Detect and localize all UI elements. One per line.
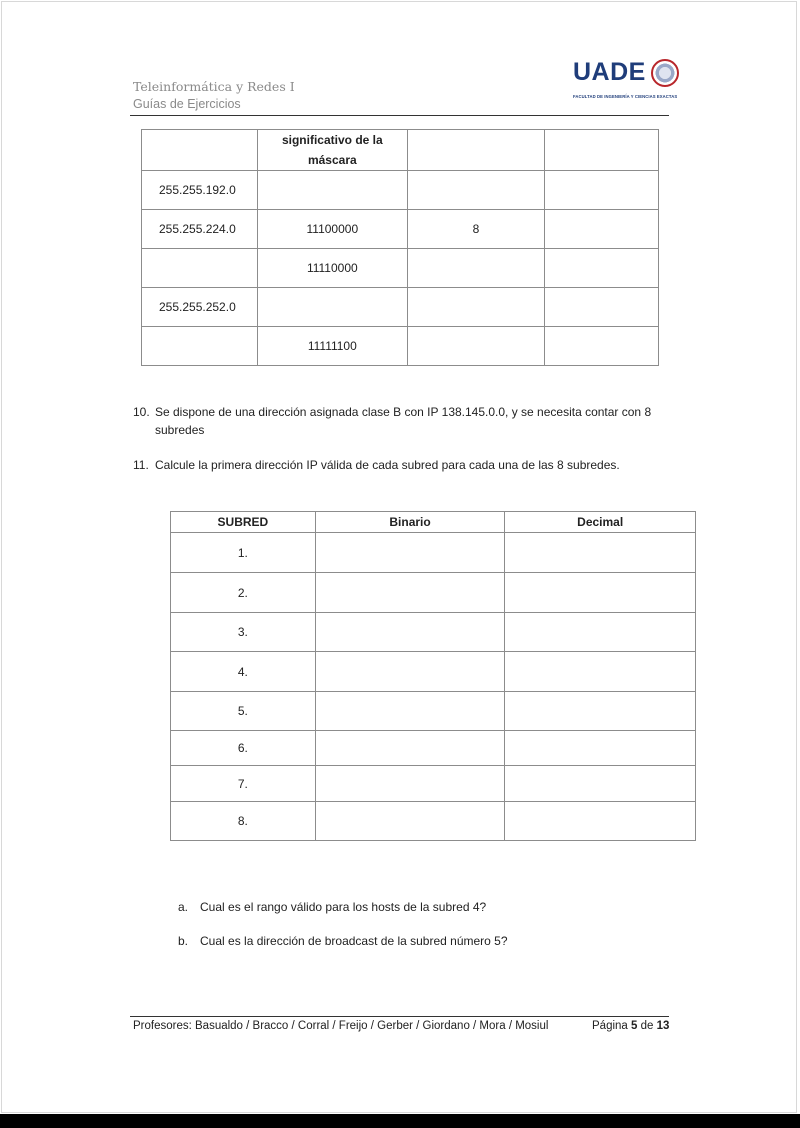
header-divider (130, 115, 669, 116)
seal-icon (651, 59, 679, 87)
subquestion-b: b. Cual es la dirección de broadcast de la subred número 5? (178, 934, 508, 948)
table-row: 5. (171, 692, 696, 731)
table-row: 3. (171, 613, 696, 652)
table-row: 1. (171, 533, 696, 573)
table-row: 6. (171, 731, 696, 766)
table-row (142, 130, 659, 171)
header-subtitle: Guías de Ejercicios (133, 97, 241, 111)
page-number: Página 5 de 13 (592, 1020, 670, 1032)
mask-table (141, 129, 659, 366)
table-row: 255.255.224.0 11100000 8 (142, 210, 659, 249)
uade-logo (571, 58, 687, 104)
subnet-table (170, 511, 696, 841)
footer-divider (130, 1016, 669, 1017)
header-cell: significativo de la máscara (257, 130, 407, 171)
subquestion-a: a. Cual es el rango válido para los hosts de la subred 4? (178, 900, 487, 914)
question-11: 11. Calcule la primera dirección IP válida de cada subred para cada una de las 8 subredes. (133, 458, 620, 472)
table-row: 255.255.192.0 (142, 171, 659, 210)
table-row: 11110000 (142, 249, 659, 288)
bottom-bar (0, 1114, 800, 1128)
table-row: 2. (171, 573, 696, 613)
column-header: SUBRED (171, 512, 316, 533)
logo-text: UADE (573, 58, 646, 86)
table-row: 7. (171, 766, 696, 802)
table-row: 11111100 (142, 327, 659, 366)
table-row: 8. (171, 802, 696, 841)
header-course-title: Teleinformática y Redes I (133, 79, 295, 94)
table-header-row (171, 512, 696, 533)
question-10: 10. Se dispone de una dirección asignada clase B con IP 138.145.0.0, y se necesita contar con 8 subredes (133, 405, 652, 437)
logo-subtext: FACULTAD DE INGENIERÍA Y CIENCIAS EXACTAS (573, 94, 678, 99)
footer-professors: Profesores: Basualdo / Bracco / Corral / Freijo / Gerber / Giordano / Mora / Mosiul (133, 1020, 549, 1032)
column-header: Decimal (505, 512, 696, 533)
column-header: Binario (315, 512, 505, 533)
table-row: 4. (171, 652, 696, 692)
table-row: 255.255.252.0 (142, 288, 659, 327)
